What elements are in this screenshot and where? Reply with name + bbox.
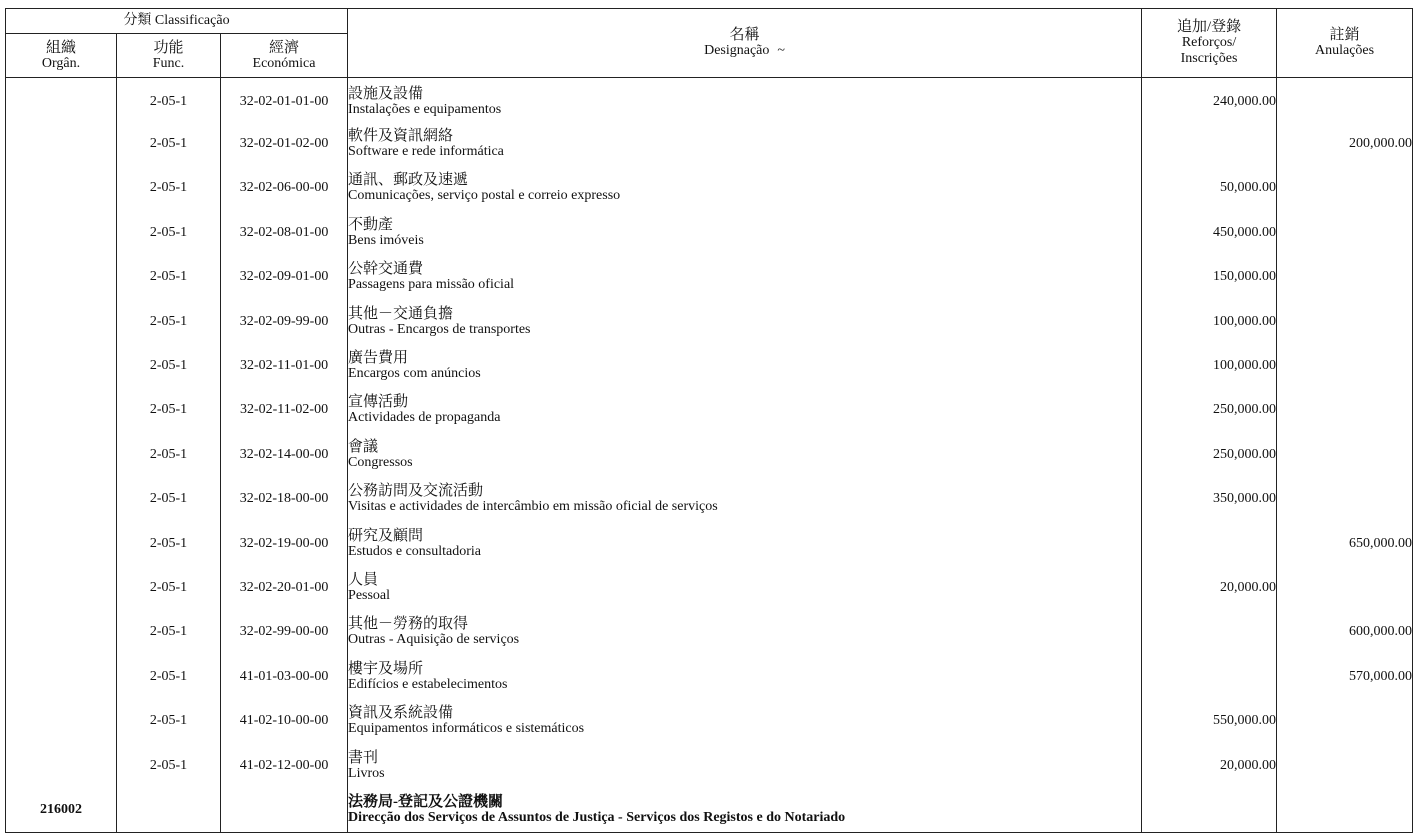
function-cell: 2-05-1 xyxy=(117,433,221,477)
function-cell: 2-05-1 xyxy=(117,477,221,521)
designation-pt: Estudos e consultadoria xyxy=(348,543,482,559)
function-cell: 2-05-1 xyxy=(117,344,221,388)
economic-cell: 32-02-09-01-00 xyxy=(221,255,348,299)
designation-cell xyxy=(348,78,1142,122)
annulment-cell: 650,000.00 xyxy=(1277,521,1413,565)
designation-pt: Outras - Encargos de transportes xyxy=(348,321,531,337)
reinforcement-cell: 50,000.00 xyxy=(1142,166,1277,210)
designation-pt: Instalações e equipamentos xyxy=(348,101,502,117)
economic-cell: 32-02-18-00-00 xyxy=(221,477,348,521)
designation-pt: Encargos com anúncios xyxy=(348,366,481,382)
designation-cell xyxy=(348,388,1142,432)
organ-cell xyxy=(6,388,117,432)
classification-header: 分類 Classificação xyxy=(6,9,348,34)
annulment-cell: 600,000.00 xyxy=(1277,610,1413,654)
function-cell: 2-05-1 xyxy=(117,299,221,343)
table-row xyxy=(6,255,1413,299)
annulment-cell xyxy=(1277,344,1413,388)
table-row xyxy=(6,166,1413,210)
organ-total-row xyxy=(6,788,1413,832)
organ-cell xyxy=(6,655,117,699)
organ-header xyxy=(6,34,117,78)
table-row xyxy=(6,344,1413,388)
annulment-cell: 570,000.00 xyxy=(1277,655,1413,699)
designation-pt: Comunicações, serviço postal e correio expresso xyxy=(348,188,621,204)
function-cell: 2-05-1 xyxy=(117,388,221,432)
function-cell: 2-05-1 xyxy=(117,211,221,255)
reinforcement-cell: 550,000.00 xyxy=(1142,699,1277,743)
reinforcement-cell: 240,000.00 xyxy=(1142,78,1277,122)
organ-cell xyxy=(6,78,117,122)
annulment-cell xyxy=(1277,743,1413,787)
economic-header xyxy=(221,34,348,78)
table-row xyxy=(6,566,1413,610)
designation-cell xyxy=(348,433,1142,477)
designation-header-zh: 名稱 xyxy=(729,27,760,43)
economic-cell: 32-02-99-00-00 xyxy=(221,610,348,654)
annulment-cell xyxy=(1277,699,1413,743)
table-row xyxy=(6,299,1413,343)
organ-cell xyxy=(6,610,117,654)
designation-cell xyxy=(348,566,1142,610)
annulment-cell xyxy=(1277,388,1413,432)
annulment-cell xyxy=(1277,255,1413,299)
designation-cell xyxy=(348,344,1142,388)
annulments-header-zh: 註銷 xyxy=(1329,27,1360,43)
function-cell: 2-05-1 xyxy=(117,521,221,565)
annulment-cell xyxy=(1277,788,1413,832)
organ-cell xyxy=(6,699,117,743)
designation-pt: Bens imóveis xyxy=(348,232,424,248)
designation-cell xyxy=(348,655,1142,699)
designation-zh: 通訊、郵政及速遞 xyxy=(348,172,469,189)
designation-zh: 研究及顧問 xyxy=(348,527,424,544)
organ-cell xyxy=(6,122,117,166)
economic-cell: 32-02-11-02-00 xyxy=(221,388,348,432)
designation-cell xyxy=(348,299,1142,343)
organ-cell xyxy=(6,743,117,787)
designation-zh: 人員 xyxy=(348,571,379,588)
reinforcement-cell xyxy=(1142,610,1277,654)
economic-cell: 32-02-01-02-00 xyxy=(221,122,348,166)
designation-zh: 軟件及資訊網絡 xyxy=(348,128,454,145)
designation-zh: 宣傳活動 xyxy=(348,394,409,411)
designation-pt: Passagens para missão oficial xyxy=(348,277,515,293)
reinforcement-cell: 250,000.00 xyxy=(1142,388,1277,432)
organ-header-pt: Orgân. xyxy=(41,55,81,71)
annulment-cell: 200,000.00 xyxy=(1277,122,1413,166)
annulments-header-pt: Anulações xyxy=(1314,43,1375,58)
annulment-cell xyxy=(1277,166,1413,210)
reinforcement-cell: 350,000.00 xyxy=(1142,477,1277,521)
economic-cell: 32-02-14-00-00 xyxy=(221,433,348,477)
annulment-cell xyxy=(1277,566,1413,610)
economic-cell: 32-02-08-01-00 xyxy=(221,211,348,255)
function-cell: 2-05-1 xyxy=(117,743,221,787)
function-cell: 2-05-1 xyxy=(117,655,221,699)
function-cell: 2-05-1 xyxy=(117,255,221,299)
table-row xyxy=(6,655,1413,699)
economic-cell: 41-02-12-00-00 xyxy=(221,743,348,787)
designation-cell xyxy=(348,477,1142,521)
designation-header xyxy=(348,9,1142,78)
organ-cell xyxy=(6,344,117,388)
reinforcements-header-zh: 追加/登錄 xyxy=(1176,19,1242,35)
designation-pt: Outras - Aquisição de serviços xyxy=(348,632,520,648)
table-row xyxy=(6,433,1413,477)
reinforcements-header-pt1: Reforços/ xyxy=(1181,35,1237,50)
annulment-cell xyxy=(1277,299,1413,343)
designation-pt: Equipamentos informáticos e sistemáticos xyxy=(348,721,585,737)
function-cell: 2-05-1 xyxy=(117,699,221,743)
organ-name-pt: Direcção dos Serviços de Assuntos de Justiça - Serviços dos Registos e do Notariado xyxy=(348,809,846,825)
designation-cell xyxy=(348,610,1142,654)
annulment-cell xyxy=(1277,211,1413,255)
economic-cell xyxy=(221,788,348,832)
designation-pt: Congressos xyxy=(348,454,413,470)
function-header-zh: 功能 xyxy=(153,39,184,56)
reinforcement-cell: 250,000.00 xyxy=(1142,433,1277,477)
designation-zh: 公務訪問及交流活動 xyxy=(348,483,484,500)
reinforcements-header xyxy=(1142,9,1277,78)
reinforcement-cell: 100,000.00 xyxy=(1142,299,1277,343)
designation-pt: Edifícios e estabelecimentos xyxy=(348,676,508,692)
reinforcement-cell xyxy=(1142,521,1277,565)
table-row xyxy=(6,743,1413,787)
reinforcement-cell xyxy=(1142,788,1277,832)
reinforcement-cell: 450,000.00 xyxy=(1142,211,1277,255)
organ-cell xyxy=(6,477,117,521)
designation-zh: 廣告費用 xyxy=(348,350,409,367)
table-row xyxy=(6,78,1413,122)
tilde-mark: ~ xyxy=(777,43,785,58)
economic-cell: 32-02-09-99-00 xyxy=(221,299,348,343)
designation-pt: Actividades de propaganda xyxy=(348,410,501,426)
annulments-header xyxy=(1277,9,1413,78)
organ-cell xyxy=(6,166,117,210)
designation-pt: Pessoal xyxy=(348,587,391,603)
reinforcement-cell: 20,000.00 xyxy=(1142,566,1277,610)
table-row xyxy=(6,521,1413,565)
designation-zh: 公幹交通費 xyxy=(348,261,424,278)
reinforcement-cell: 100,000.00 xyxy=(1142,344,1277,388)
table-row xyxy=(6,211,1413,255)
organ-header-zh: 組織 xyxy=(45,39,76,56)
reinforcement-cell: 150,000.00 xyxy=(1142,255,1277,299)
function-cell: 2-05-1 xyxy=(117,78,221,122)
organ-cell xyxy=(6,521,117,565)
annulment-cell xyxy=(1277,477,1413,521)
designation-cell xyxy=(348,743,1142,787)
designation-zh: 其他－勞務的取得 xyxy=(348,616,469,633)
reinforcement-cell: 20,000.00 xyxy=(1142,743,1277,787)
designation-zh: 樓宇及場所 xyxy=(348,660,424,677)
designation-header-pt: Designação ~ xyxy=(704,43,785,58)
organ-cell xyxy=(6,433,117,477)
designation-zh: 書刊 xyxy=(348,749,379,766)
reinforcements-header-pt2: Inscrições xyxy=(1180,51,1238,66)
designation-cell xyxy=(348,699,1142,743)
designation-cell xyxy=(348,521,1142,565)
designation-zh: 資訊及系統設備 xyxy=(348,705,454,722)
function-cell xyxy=(117,788,221,832)
economic-header-pt: Económica xyxy=(252,55,316,71)
economic-cell: 32-02-20-01-00 xyxy=(221,566,348,610)
table-row xyxy=(6,388,1413,432)
table-row xyxy=(6,122,1413,166)
designation-cell xyxy=(348,255,1142,299)
organ-name-cell xyxy=(348,788,1142,832)
economic-cell: 41-02-10-00-00 xyxy=(221,699,348,743)
reinforcement-cell xyxy=(1142,655,1277,699)
designation-zh: 會議 xyxy=(348,438,379,455)
economic-cell: 32-02-01-01-00 xyxy=(221,78,348,122)
economic-cell: 32-02-19-00-00 xyxy=(221,521,348,565)
table-row xyxy=(6,610,1413,654)
designation-pt: Livros xyxy=(348,765,385,781)
economic-cell: 41-01-03-00-00 xyxy=(221,655,348,699)
designation-cell xyxy=(348,166,1142,210)
function-header-pt: Func. xyxy=(152,55,185,71)
table-row xyxy=(6,477,1413,521)
reinforcement-cell xyxy=(1142,122,1277,166)
economic-cell: 32-02-11-01-00 xyxy=(221,344,348,388)
organ-cell xyxy=(6,211,117,255)
designation-pt: Software e rede informática xyxy=(348,144,504,160)
organ-cell xyxy=(6,299,117,343)
designation-cell xyxy=(348,122,1142,166)
economic-header-zh: 經濟 xyxy=(269,39,300,56)
designation-zh: 不動產 xyxy=(348,216,394,233)
organ-cell xyxy=(6,255,117,299)
designation-cell xyxy=(348,211,1142,255)
function-cell: 2-05-1 xyxy=(117,122,221,166)
organ-cell xyxy=(6,566,117,610)
organ-code-cell: 216002 xyxy=(6,788,117,832)
function-header xyxy=(117,34,221,78)
annulment-cell xyxy=(1277,78,1413,122)
table-row xyxy=(6,699,1413,743)
organ-name-zh: 法務局-登記及公證機關 xyxy=(348,793,504,810)
economic-cell: 32-02-06-00-00 xyxy=(221,166,348,210)
annulment-cell xyxy=(1277,433,1413,477)
function-cell: 2-05-1 xyxy=(117,566,221,610)
designation-pt: Visitas e actividades de intercâmbio em missão oficial de serviços xyxy=(348,499,718,515)
designation-zh: 設施及設備 xyxy=(348,85,424,102)
function-cell: 2-05-1 xyxy=(117,610,221,654)
budget-table xyxy=(5,8,1413,833)
function-cell: 2-05-1 xyxy=(117,166,221,210)
designation-zh: 其他－交通負擔 xyxy=(348,305,454,322)
